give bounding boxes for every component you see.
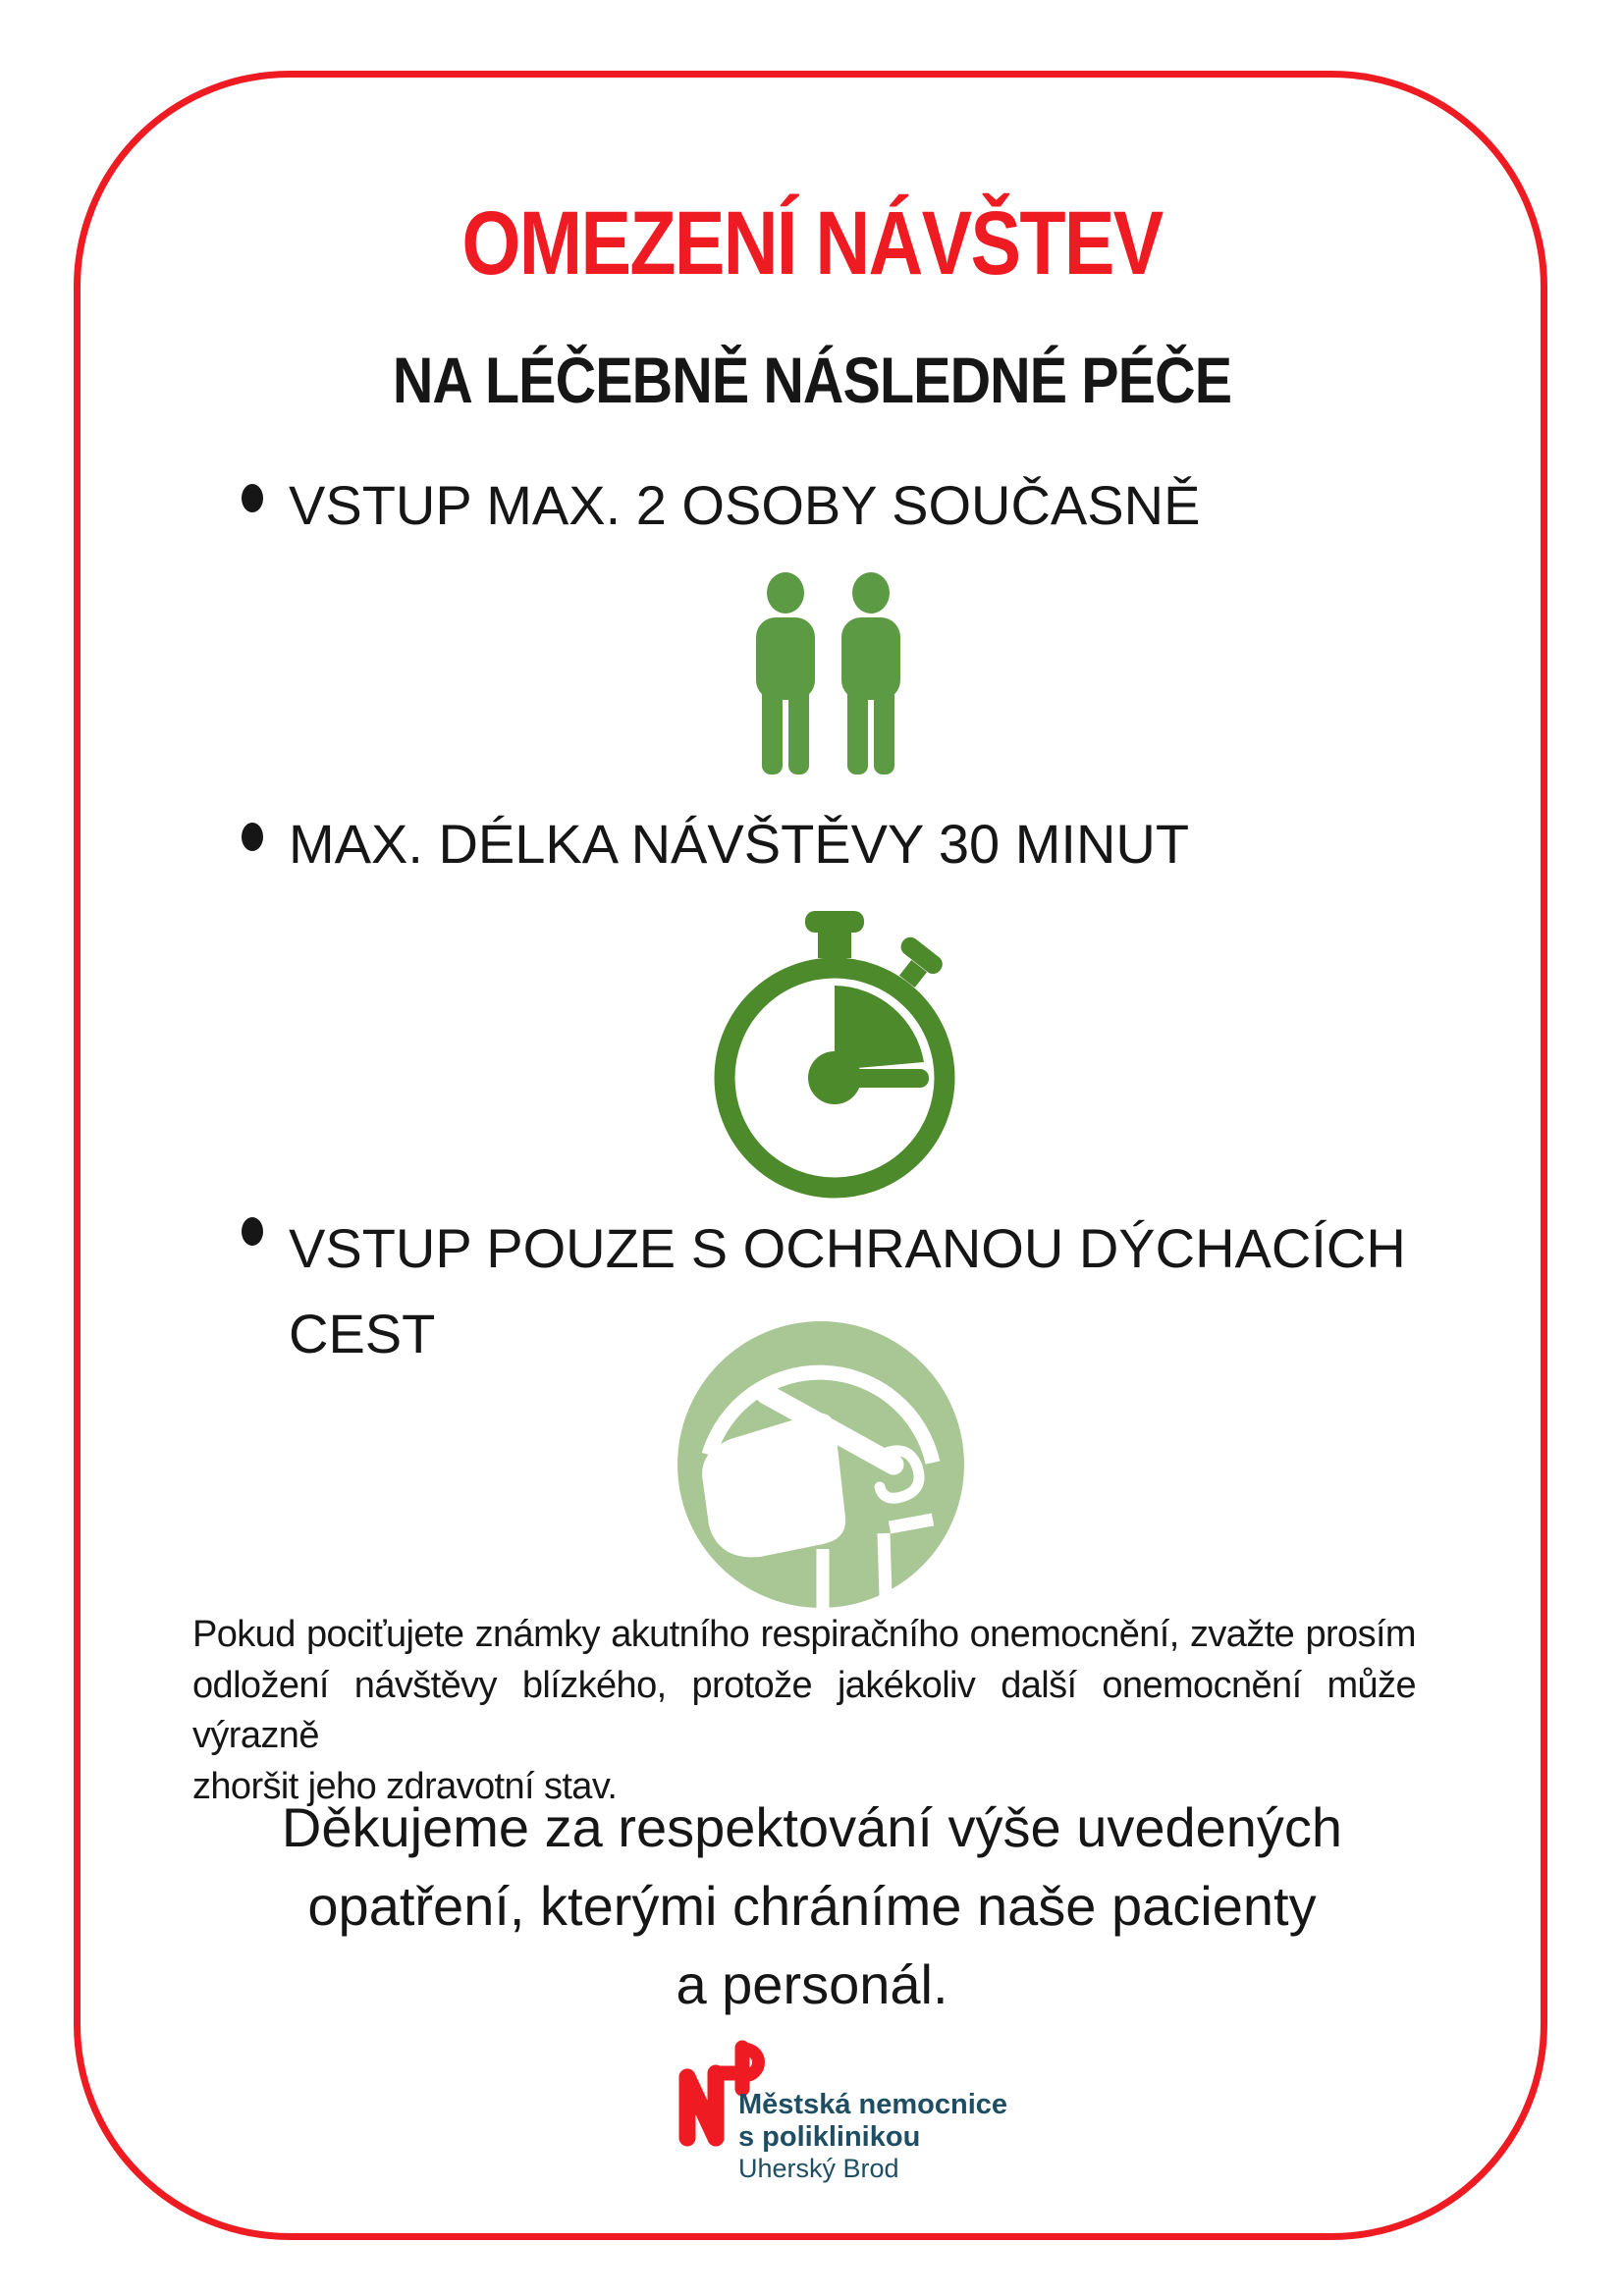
bullet-respiratory-protection-label: VSTUP POUZE S OCHRANOU DÝCHACÍCH CEST — [289, 1217, 1406, 1365]
poster-title: OMEZENÍ NÁVŠTEV — [461, 193, 1163, 294]
hospital-name-line1: Městská nemocnice — [738, 2089, 1008, 2120]
notice-paragraph — [192, 1610, 1416, 1813]
bullet-visit-duration — [242, 811, 1189, 877]
thanks-text — [0, 1789, 1624, 2024]
bullet-entry-limit-label: VSTUP MAX. 2 OSOBY SOUČASNĚ — [289, 474, 1201, 536]
thanks-line: Děkujeme za respektování výše uvedených — [281, 1796, 1343, 1858]
bullet-dot — [242, 823, 263, 851]
stopwatch-icon — [704, 911, 965, 1218]
hospital-name-line2: s poliklinikou — [738, 2121, 921, 2153]
bullet-entry-limit — [242, 472, 1200, 538]
notice-line: odložení návštěvy blízkého, protože jakékoliv další onemocnění může výrazně — [192, 1664, 1416, 1757]
bullet-dot — [242, 484, 263, 512]
notice-line: zhoršit jeho zdravotní stav. — [192, 1766, 618, 1808]
face-mask-icon — [676, 1315, 966, 1621]
poster-subtitle: NA LÉČEBNĚ NÁSLEDNÉ PÉČE — [392, 344, 1232, 416]
thanks-line: opatření, kterými chráníme naše pacienty — [307, 1875, 1317, 1938]
hospital-city: Uherský Brod — [738, 2154, 899, 2183]
bullet-visit-duration-label: MAX. DÉLKA NÁVŠTĚVY 30 MINUT — [289, 813, 1190, 875]
thanks-line: a personál. — [676, 1953, 948, 2016]
notice-line: Pokud pociťujete známky akutního respiračního onemocnění, zvažte prosím — [192, 1614, 1416, 1655]
bullet-dot — [242, 1217, 263, 1246]
two-persons-icon — [748, 572, 910, 785]
